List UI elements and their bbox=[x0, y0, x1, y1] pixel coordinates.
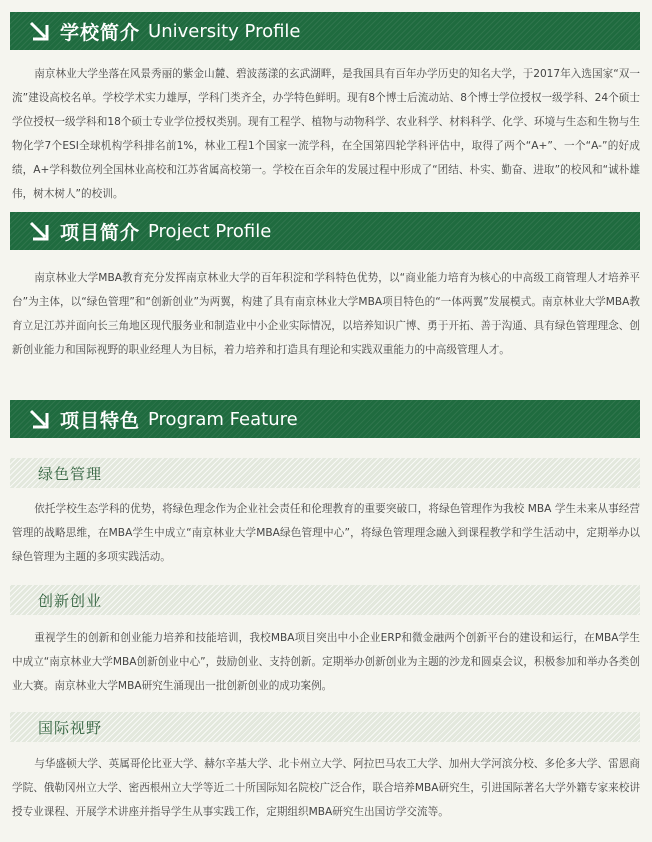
arrow-down-right-icon bbox=[28, 220, 50, 242]
feature-title: 绿色管理 bbox=[38, 464, 103, 483]
arrow-down-right-icon bbox=[28, 20, 50, 42]
section-title-cn: 项目特色 bbox=[60, 409, 141, 432]
feature-text-innovation: 重视学生的创新和创业能力培养和技能培训，我校MBA项目突出中小企业ERP和微金融两个创新平台的建设和运行，在MBA学生中成立“南京林业大学MBA创新创业中心”，鼓励创业、支持创新。定期举办创新创业为主题的沙龙和圆桌会议，积极参加和举办各类创业大赛。南京林业大学MBA研究生涌现出一批创新创业的成功案例。 bbox=[12, 632, 640, 692]
section-banner-university bbox=[10, 12, 640, 50]
feature-title: 国际视野 bbox=[38, 718, 103, 737]
feature-title: 创新创业 bbox=[38, 591, 103, 610]
feature-header-international bbox=[10, 712, 640, 742]
section-title-en: University Profile bbox=[148, 20, 301, 42]
section-title-en: Project Profile bbox=[148, 220, 272, 242]
section-banner-feature bbox=[10, 400, 640, 438]
section-title-en: Program Feature bbox=[148, 408, 298, 430]
feature-header-green-management bbox=[10, 458, 640, 488]
section-banner-project bbox=[10, 212, 640, 250]
feature-text-international: 与华盛顿大学、英属哥伦比亚大学、赫尔辛基大学、北卡州立大学、阿拉巴马农工大学、加州大学河滨分校、多伦多大学、雷恩商学院、俄勒冈州立大学、密西根州立大学等近二十所国际知名院校广泛合作，联合培养MBA研究生，引进国际著名大学外籍专家来校讲授专业课程、开展学术讲座并指导学生从事实践工作，定期组织MBA研究生出国访学交流等。 bbox=[12, 758, 640, 818]
section-title-cn: 项目简介 bbox=[60, 221, 141, 244]
university-profile-text: 南京林业大学坐落在风景秀丽的紫金山麓、碧波荡漾的玄武湖畔，是我国具有百年办学历史的知名大学，于2017年入选国家“双一流”建设高校名单。学校学术实力雄厚，学科门类齐全，办学特色鲜明。现有8个博士后流动站、8个博士学位授权一级学科、24个硕士学位授权一级学科和18个硕士专业学位授权类别。现有工程学、植物与动物科学、农业科学、材料科学、化学、环境与生态和生物与生物化学7个ESI全球机构学科排名前1%，林业工程1个国家一流学科，在全国第四轮学科评估中，取得了两个“A+”、一个“A-”的好成绩，A+学科数位列全国林业高校和江苏省属高校第一。学校在百余年的发展过程中形成了“团结、朴实、勤奋、进取”的校风和“诚朴雄伟，树木树人”的校训。 bbox=[12, 68, 640, 200]
project-profile-text: 南京林业大学MBA教育充分发挥南京林业大学的百年积淀和学科特色优势，以“商业能力培育为核心的中高级工商管理人才培养平台”为主体，以“绿色管理”和“创新创业”为两翼，构建了具有南京林业大学MBA项目特色的“一体两翼”发展模式。南京林业大学MBA教育立足江苏并面向长三角地区现代服务业和制造业中小企业实际情况，以培养知识广博、勇于开拓、善于沟通、具有绿色管理理念、创新创业能力和国际视野的职业经理人为目标，着力培养和打造具有理论和实践双重能力的中高级管理人才。 bbox=[12, 272, 640, 356]
section-title-cn: 学校简介 bbox=[60, 21, 141, 44]
feature-text-green-management: 依托学校生态学科的优势，将绿色理念作为企业社会责任和伦理教育的重要突破口，将绿色管理作为我校 MBA 学生未来从事经营管理的战略思维，在MBA学生中成立“南京林业大学MBA绿色管理中心”，将绿色管理理念融入到课程教学和学生活动中，定期举办以绿色管理为主题的多项实践活动。 bbox=[12, 503, 640, 563]
arrow-down-right-icon bbox=[28, 408, 50, 430]
feature-header-innovation bbox=[10, 585, 640, 615]
